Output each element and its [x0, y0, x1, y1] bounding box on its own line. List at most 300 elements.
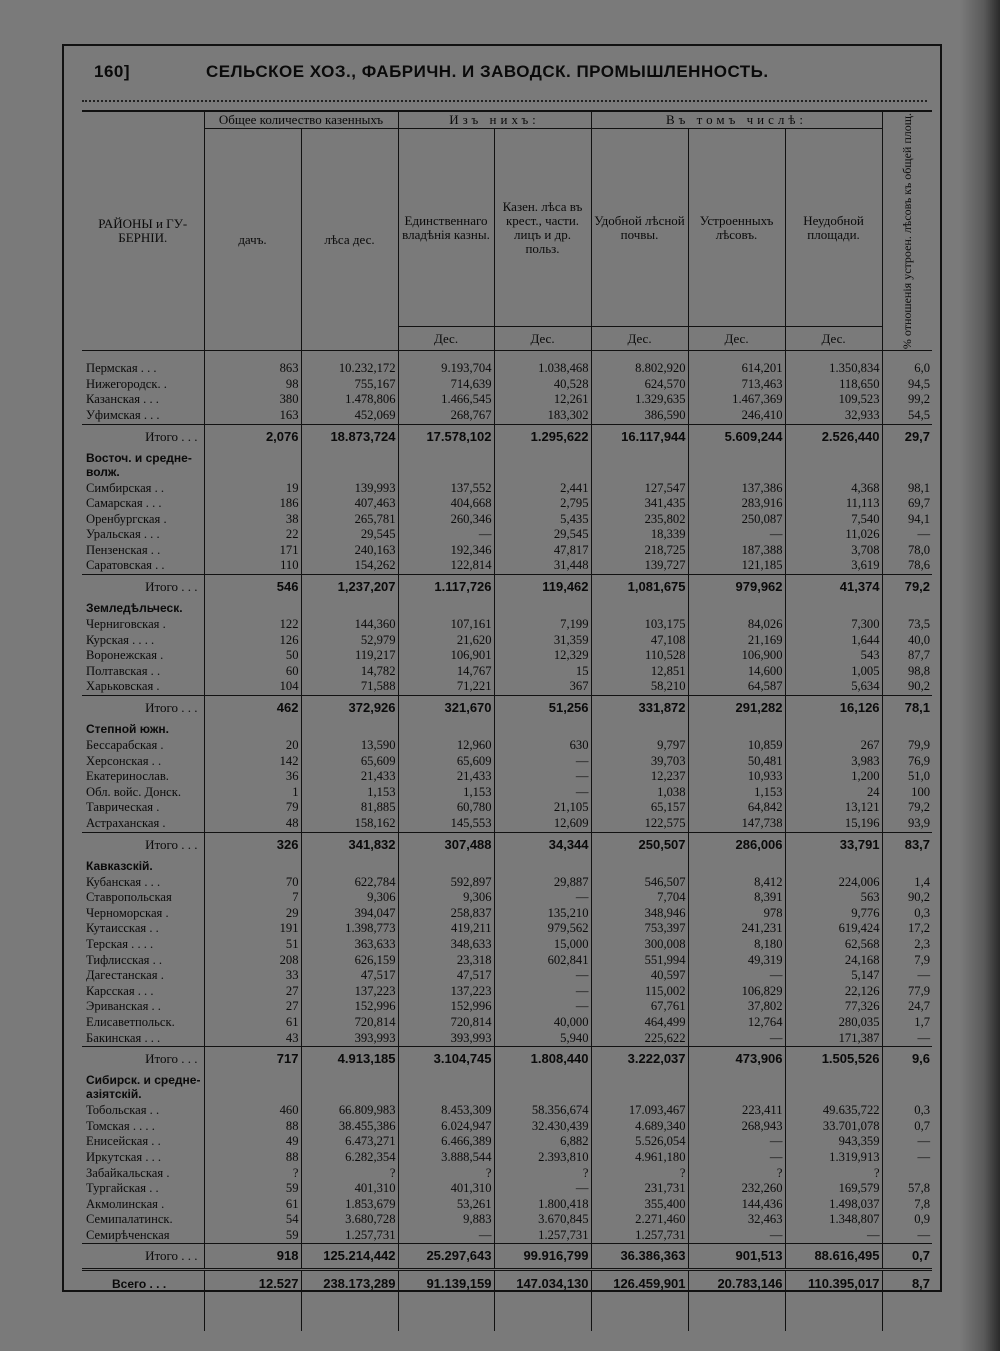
table-row: [82, 968, 932, 984]
table-cell: 241,231: [688, 921, 785, 937]
table-cell: 14,782: [301, 664, 398, 680]
table-cell: 31,448: [494, 558, 591, 574]
table-cell: 103,175: [591, 617, 688, 633]
region-name: Уфимская . . .: [86, 407, 160, 422]
spacer-cell: [882, 1297, 932, 1331]
table-cell: 280,035: [785, 1015, 882, 1031]
table-cell: 0,7: [882, 1244, 932, 1270]
table-cell: 1.853,679: [301, 1197, 398, 1213]
table-cell: ?: [204, 1166, 301, 1182]
table-cell: 9,6: [882, 1047, 932, 1072]
table-cell: 21,433: [398, 769, 494, 785]
table-cell: 47,517: [301, 968, 398, 984]
table-cell: 300,008: [591, 937, 688, 953]
spacer-cell: [398, 1297, 494, 1331]
table-cell: 2,076: [204, 424, 301, 449]
table-cell: 135,210: [494, 906, 591, 922]
region-name: Воронежская .: [86, 648, 164, 663]
table-cell: 918: [204, 1244, 301, 1270]
table-cell: 163: [204, 408, 301, 424]
region-name: Курская . . . .: [86, 632, 155, 647]
table-cell: 29,545: [301, 527, 398, 543]
table-cell: 3,619: [785, 558, 882, 574]
table-cell: —: [688, 1134, 785, 1150]
col-pct: [882, 111, 932, 351]
table-cell: 341,435: [591, 496, 688, 512]
table-cell: 98,1: [882, 481, 932, 497]
table-body: [82, 351, 932, 1332]
table-cell: 622,784: [301, 875, 398, 891]
table-cell: —: [494, 769, 591, 785]
group-heading-row: [82, 1071, 932, 1103]
table-cell: 29: [204, 906, 301, 922]
table-cell: 126: [204, 633, 301, 649]
group-title: Степной южн.: [86, 722, 169, 737]
table-cell: [204, 1071, 301, 1103]
table-cell: 106,900: [688, 648, 785, 664]
table-cell: 36: [204, 769, 301, 785]
table-cell: [494, 720, 591, 738]
table-cell: 69,7: [882, 496, 932, 512]
table-row: [82, 984, 932, 1000]
table-cell: 23,318: [398, 953, 494, 969]
spacer-cell: [398, 351, 494, 362]
table-cell: 88: [204, 1119, 301, 1135]
table-cell: 61: [204, 1197, 301, 1213]
table-cell: 460: [204, 1103, 301, 1119]
table-cell: 71,221: [398, 679, 494, 695]
table-cell: [591, 449, 688, 481]
table-cell: 144,436: [688, 1197, 785, 1213]
table-row: [82, 890, 932, 906]
table-cell: 5,435: [494, 512, 591, 528]
table-cell: [688, 599, 785, 617]
group-heading-row: [82, 449, 932, 481]
table-row: [82, 633, 932, 649]
table-cell: 592,897: [398, 875, 494, 891]
table-cell: 15: [494, 664, 591, 680]
table-cell: 401,310: [301, 1181, 398, 1197]
table-cell: 464,499: [591, 1015, 688, 1031]
table-row: [82, 800, 932, 816]
region-name: Пермская . . .: [86, 361, 157, 376]
table-cell: 137,223: [301, 984, 398, 1000]
region-name: Полтавская . .: [86, 663, 161, 678]
table-cell: 8,180: [688, 937, 785, 953]
table-cell: [591, 599, 688, 617]
spacer-cell: [882, 351, 932, 362]
table-row: [82, 496, 932, 512]
table-cell: [398, 857, 494, 875]
table-cell: 38.455,386: [301, 1119, 398, 1135]
table-cell: 32.430,439: [494, 1119, 591, 1135]
table-cell: 14,600: [688, 664, 785, 680]
table-cell: 77,9: [882, 984, 932, 1000]
table-row: [82, 769, 932, 785]
table-cell: 106,901: [398, 648, 494, 664]
table-cell: 1,081,675: [591, 575, 688, 600]
table-cell: 139,727: [591, 558, 688, 574]
table-cell: [688, 857, 785, 875]
region-name: Иркутская . . .: [86, 1149, 162, 1164]
table-cell: —: [494, 754, 591, 770]
region-name: Бакинская . . .: [86, 1030, 161, 1045]
table-cell: 12,851: [591, 664, 688, 680]
table-cell: 5,940: [494, 1031, 591, 1047]
table-cell: 2,441: [494, 481, 591, 497]
unit-label: Дес.: [591, 327, 688, 351]
table-row: [82, 953, 932, 969]
table-cell: 624,570: [591, 377, 688, 393]
table-cell: 5.526,054: [591, 1134, 688, 1150]
table-cell: 3,708: [785, 543, 882, 559]
table-cell: 258,837: [398, 906, 494, 922]
table-cell: 267: [785, 738, 882, 754]
spacer-cell: [82, 351, 204, 362]
table-cell: 51,256: [494, 696, 591, 721]
group-title: Кавказскій.: [86, 858, 153, 873]
table-row: [82, 921, 932, 937]
table-cell: 393,993: [301, 1031, 398, 1047]
subtotal-row: [82, 1244, 932, 1270]
region-name: Забайкальская .: [86, 1165, 170, 1180]
table-cell: 208: [204, 953, 301, 969]
spacer-cell: [785, 1297, 882, 1331]
table-cell: 546: [204, 575, 301, 600]
region-name: Самарская . . .: [86, 496, 162, 511]
col-including: Въ томъ числѣ:: [591, 111, 882, 129]
table-cell: 1.808,440: [494, 1047, 591, 1072]
table-cell: 19: [204, 481, 301, 497]
table-cell: 452,069: [301, 408, 398, 424]
table-cell: [882, 1166, 932, 1182]
table-cell: 67,761: [591, 999, 688, 1015]
region-name: Кубанская . . .: [86, 874, 161, 889]
region-name: Симбирская . .: [86, 480, 165, 495]
table-cell: [398, 1071, 494, 1103]
region-name: Черниговская .: [86, 617, 166, 632]
table-cell: 59: [204, 1228, 301, 1244]
table-cell: 58,210: [591, 679, 688, 695]
table-cell: 78,6: [882, 558, 932, 574]
table-cell: 32,463: [688, 1212, 785, 1228]
unit-label: Дес.: [494, 327, 591, 351]
table-cell: 404,668: [398, 496, 494, 512]
table-cell: 1.117,726: [398, 575, 494, 600]
table-cell: 33,791: [785, 832, 882, 857]
table-row: [82, 1031, 932, 1047]
table-cell: 12,261: [494, 392, 591, 408]
table-cell: 119,217: [301, 648, 398, 664]
table-cell: 49,319: [688, 953, 785, 969]
table-cell: —: [494, 785, 591, 801]
table-cell: 240,163: [301, 543, 398, 559]
table-cell: 50: [204, 648, 301, 664]
table-row: [82, 816, 932, 832]
header-rule: [82, 94, 927, 102]
table-cell: [398, 720, 494, 738]
table-row: [82, 1119, 932, 1135]
table-cell: ?: [301, 1166, 398, 1182]
table-cell: —: [494, 984, 591, 1000]
table-cell: [882, 599, 932, 617]
table-cell: 154,262: [301, 558, 398, 574]
table-row: [82, 408, 932, 424]
table-cell: 50,481: [688, 754, 785, 770]
table-cell: [494, 449, 591, 481]
table-cell: 81,885: [301, 800, 398, 816]
table-cell: 61: [204, 1015, 301, 1031]
table-row: [82, 738, 932, 754]
table-cell: 4.913,185: [301, 1047, 398, 1072]
table-cell: [882, 720, 932, 738]
region-name: Карсская . . .: [86, 983, 154, 998]
table-row: [82, 377, 932, 393]
table-cell: 714,639: [398, 377, 494, 393]
table-cell: 79,2: [882, 575, 932, 600]
table-cell: 18,339: [591, 527, 688, 543]
bottom-spacer-row: [82, 1297, 932, 1331]
group-heading-row: [82, 599, 932, 617]
region-name: Дагестанская .: [86, 968, 164, 983]
table-cell: —: [688, 527, 785, 543]
table-cell: [398, 449, 494, 481]
table-row: [82, 527, 932, 543]
table-row: [82, 754, 932, 770]
table-cell: 79,2: [882, 800, 932, 816]
table-cell: 122,575: [591, 816, 688, 832]
table-cell: 1: [204, 785, 301, 801]
table-cell: 137,223: [398, 984, 494, 1000]
spacer-cell: [494, 1297, 591, 1331]
table-cell: —: [882, 968, 932, 984]
table-cell: 1,153: [301, 785, 398, 801]
table-cell: 65,609: [398, 754, 494, 770]
group-heading-row: [82, 720, 932, 738]
table-cell: 90,2: [882, 679, 932, 695]
table-cell: 171: [204, 543, 301, 559]
table-row: [82, 648, 932, 664]
table-cell: 250,507: [591, 832, 688, 857]
table-cell: 863: [204, 361, 301, 377]
table-cell: 169,579: [785, 1181, 882, 1197]
unit-label: Дес.: [398, 327, 494, 351]
table-cell: 94,1: [882, 512, 932, 528]
table-cell: 15,196: [785, 816, 882, 832]
spacer-cell: [688, 1297, 785, 1331]
table-cell: 106,829: [688, 984, 785, 1000]
table-cell: 1.505,526: [785, 1047, 882, 1072]
table-cell: 109,523: [785, 392, 882, 408]
table-cell: 127,547: [591, 481, 688, 497]
table-cell: 720,814: [398, 1015, 494, 1031]
table-cell: 191: [204, 921, 301, 937]
table-cell: 78,0: [882, 543, 932, 559]
region-name: Елисаветпольск.: [86, 1014, 175, 1029]
col-kazen: Казен. лѣса въ крест., части. лицъ и др. польз.: [494, 129, 591, 327]
table-cell: 88.616,495: [785, 1244, 882, 1270]
table-cell: 100: [882, 785, 932, 801]
table-cell: 232,260: [688, 1181, 785, 1197]
table-cell: 1.398,773: [301, 921, 398, 937]
table-cell: [301, 1071, 398, 1103]
table-cell: 24,168: [785, 953, 882, 969]
table-cell: 1.467,369: [688, 392, 785, 408]
table-cell: 1,4: [882, 875, 932, 891]
region-name: Итого . . .: [82, 696, 204, 721]
spacer-cell: [494, 351, 591, 362]
table-cell: 8,7: [882, 1270, 932, 1298]
table-cell: 614,201: [688, 361, 785, 377]
table-cell: 110.395,017: [785, 1270, 882, 1298]
table-cell: 238.173,289: [301, 1270, 398, 1298]
table-cell: 107,161: [398, 617, 494, 633]
table-cell: [494, 1071, 591, 1103]
table-cell: [494, 599, 591, 617]
table-cell: 3.222,037: [591, 1047, 688, 1072]
table-cell: [591, 1071, 688, 1103]
table-cell: 363,633: [301, 937, 398, 953]
table-cell: ?: [688, 1166, 785, 1182]
table-cell: 3.104,745: [398, 1047, 494, 1072]
table-cell: 93,9: [882, 816, 932, 832]
spacer-cell: [301, 1297, 398, 1331]
table-cell: 401,310: [398, 1181, 494, 1197]
table-cell: [688, 449, 785, 481]
table-cell: 1,153: [398, 785, 494, 801]
table-cell: 551,994: [591, 953, 688, 969]
table-cell: 12,329: [494, 648, 591, 664]
table-cell: 1.348,807: [785, 1212, 882, 1228]
table-cell: 21,105: [494, 800, 591, 816]
col-single: Единственнаго владѣнія казны.: [398, 129, 494, 327]
table-cell: 1,153: [688, 785, 785, 801]
table-cell: 7,704: [591, 890, 688, 906]
table-cell: 4,368: [785, 481, 882, 497]
table-cell: 331,872: [591, 696, 688, 721]
table-row: [82, 481, 932, 497]
table-cell: 40,0: [882, 633, 932, 649]
table-cell: 1.329,635: [591, 392, 688, 408]
table-cell: 630: [494, 738, 591, 754]
table-cell: 15,000: [494, 937, 591, 953]
table-cell: 7,199: [494, 617, 591, 633]
table-cell: 77,326: [785, 999, 882, 1015]
table-cell: ?: [785, 1166, 882, 1182]
table-cell: 20.783,146: [688, 1270, 785, 1298]
table-cell: 0,3: [882, 1103, 932, 1119]
table-cell: 51,0: [882, 769, 932, 785]
table-cell: 380: [204, 392, 301, 408]
table-cell: 121,185: [688, 558, 785, 574]
table-cell: 78,1: [882, 696, 932, 721]
table-cell: 29,7: [882, 424, 932, 449]
table-cell: 10,933: [688, 769, 785, 785]
table-cell: 88: [204, 1150, 301, 1166]
table-cell: —: [688, 1150, 785, 1166]
table-cell: —: [688, 968, 785, 984]
table-cell: 98,8: [882, 664, 932, 680]
subtotal-row: [82, 575, 932, 600]
table-cell: 1.800,418: [494, 1197, 591, 1213]
table-cell: 31,359: [494, 633, 591, 649]
table-cell: 2,795: [494, 496, 591, 512]
spacer-row: [82, 351, 932, 362]
table-cell: 49.635,722: [785, 1103, 882, 1119]
grand-total-row: [82, 1270, 932, 1298]
region-name: Тобольская . .: [86, 1103, 160, 1118]
table-cell: 6.282,354: [301, 1150, 398, 1166]
table-row: [82, 392, 932, 408]
table-cell: 65,157: [591, 800, 688, 816]
table-cell: 7: [204, 890, 301, 906]
table-cell: 1,005: [785, 664, 882, 680]
table-cell: 79,9: [882, 738, 932, 754]
table-cell: 21,433: [301, 769, 398, 785]
table-cell: 1.319,913: [785, 1150, 882, 1166]
table-cell: [785, 599, 882, 617]
table-cell: 218,725: [591, 543, 688, 559]
table-cell: 3,983: [785, 754, 882, 770]
region-name: Обл. войс. Донск.: [86, 784, 182, 799]
table-cell: 12.527: [204, 1270, 301, 1298]
col-udob: Удобной лѣсной почвы.: [591, 129, 688, 327]
table-cell: [882, 449, 932, 481]
table-cell: 1.350,834: [785, 361, 882, 377]
unit-label: Дес.: [688, 327, 785, 351]
region-name: Семирѣченская: [86, 1227, 170, 1242]
table-cell: 39,703: [591, 754, 688, 770]
table-row: [82, 1103, 932, 1119]
region-name: Акмолинская .: [86, 1196, 165, 1211]
table-cell: 283,916: [688, 496, 785, 512]
table-row: [82, 875, 932, 891]
table-cell: 1,200: [785, 769, 882, 785]
table-cell: 2.526,440: [785, 424, 882, 449]
table-cell: —: [882, 1031, 932, 1047]
table-cell: 14,767: [398, 664, 494, 680]
table-cell: 38: [204, 512, 301, 528]
region-name: Енисейская . .: [86, 1134, 161, 1149]
region-name: Итого . . .: [82, 1244, 204, 1270]
table-row: [82, 1212, 932, 1228]
table-cell: 18.873,724: [301, 424, 398, 449]
table-cell: 47,108: [591, 633, 688, 649]
table-cell: 17.578,102: [398, 424, 494, 449]
table-row: [82, 1181, 932, 1197]
table-cell: —: [398, 1228, 494, 1244]
table-cell: 326: [204, 832, 301, 857]
table-cell: 626,159: [301, 953, 398, 969]
table-cell: 7,9: [882, 953, 932, 969]
table-cell: 563: [785, 890, 882, 906]
table-cell: 1.257,731: [301, 1228, 398, 1244]
table-cell: 235,802: [591, 512, 688, 528]
table-cell: 40,000: [494, 1015, 591, 1031]
col-regions: РАЙОНЫ и ГУ-БЕРНІИ.: [82, 111, 204, 351]
table-cell: 901,513: [688, 1244, 785, 1270]
table-cell: 139,993: [301, 481, 398, 497]
table-cell: 51: [204, 937, 301, 953]
table-cell: 2.393,810: [494, 1150, 591, 1166]
table-cell: 1,038: [591, 785, 688, 801]
region-name: Харьковская .: [86, 679, 160, 694]
table-cell: 8,391: [688, 890, 785, 906]
table-cell: 66.809,983: [301, 1103, 398, 1119]
table-cell: 321,670: [398, 696, 494, 721]
table-cell: [882, 1071, 932, 1103]
table-cell: 33.701,078: [785, 1119, 882, 1135]
